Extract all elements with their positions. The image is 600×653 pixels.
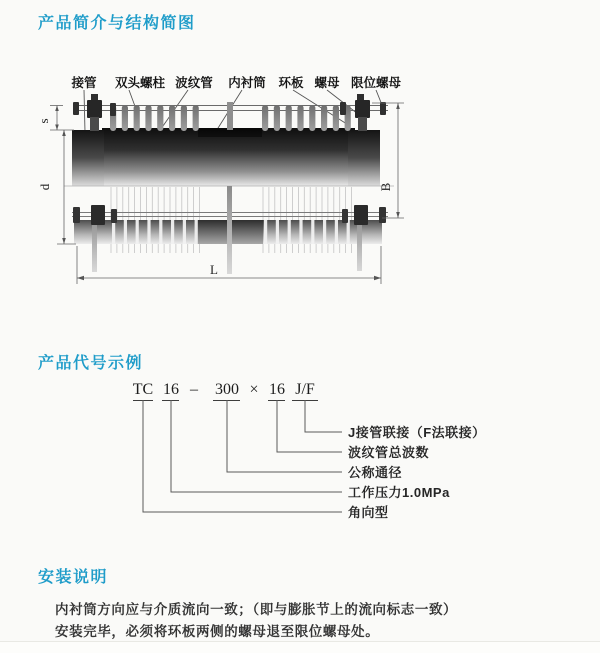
section-title-installation: 安装说明 (38, 569, 109, 586)
callout-working-pressure: 工作压力1.0MPa (348, 485, 450, 500)
end-cap-left (72, 130, 104, 186)
code-callout-lines (100, 400, 360, 518)
page-bottom-divider (0, 641, 600, 653)
dimension-d (37, 130, 76, 244)
dimension-s (36, 106, 74, 131)
callout-angular-type: 角向型 (348, 505, 389, 520)
code-token-waves: 16 (269, 381, 285, 398)
callout-nominal-diameter: 公称通径 (348, 465, 403, 480)
section-title-product-intro: 产品简介与结构简图 (38, 15, 196, 32)
callout-wave-count: 波纹管总波数 (348, 445, 430, 460)
label-double-end-stud: 双头螺柱 (114, 76, 166, 90)
label-ring-plate: 环板 (278, 76, 304, 90)
dim-label-s: s (36, 118, 51, 124)
diagram-part-labels (70, 75, 401, 90)
code-token-diameter: 300 (215, 381, 239, 398)
install-note-line1: 内衬筒方向应与介质流向一致；（即与膨胀节上的流向标志一致） (55, 602, 458, 617)
section-title-code-example: 产品代号示例 (38, 355, 144, 372)
label-connecting-pipe: 接管 (71, 76, 97, 90)
label-inner-liner: 内衬筒 (228, 76, 266, 90)
code-token-type: TC (132, 381, 154, 398)
code-token-pressure: 16 (163, 381, 179, 398)
label-limit-nut: 限位螺母 (350, 76, 402, 90)
code-token-dash: – (190, 381, 198, 398)
label-bellows: 波纹管 (175, 76, 213, 90)
end-cap-right (348, 130, 380, 186)
callout-connection-type: J接管联接（F法联接） (348, 425, 486, 440)
dim-label-d: d (37, 183, 52, 191)
code-token-connection: J/F (295, 381, 315, 398)
install-note-line2: 安装完毕，必须将环板两侧的螺母退至限位螺母处。 (55, 624, 380, 639)
dim-label-L: L (210, 262, 218, 277)
code-token-times: × (249, 381, 259, 398)
liner-stub-upper (227, 102, 233, 130)
dim-label-B: B (378, 182, 393, 192)
structure-diagram (30, 60, 430, 310)
label-nut: 螺母 (314, 76, 340, 90)
